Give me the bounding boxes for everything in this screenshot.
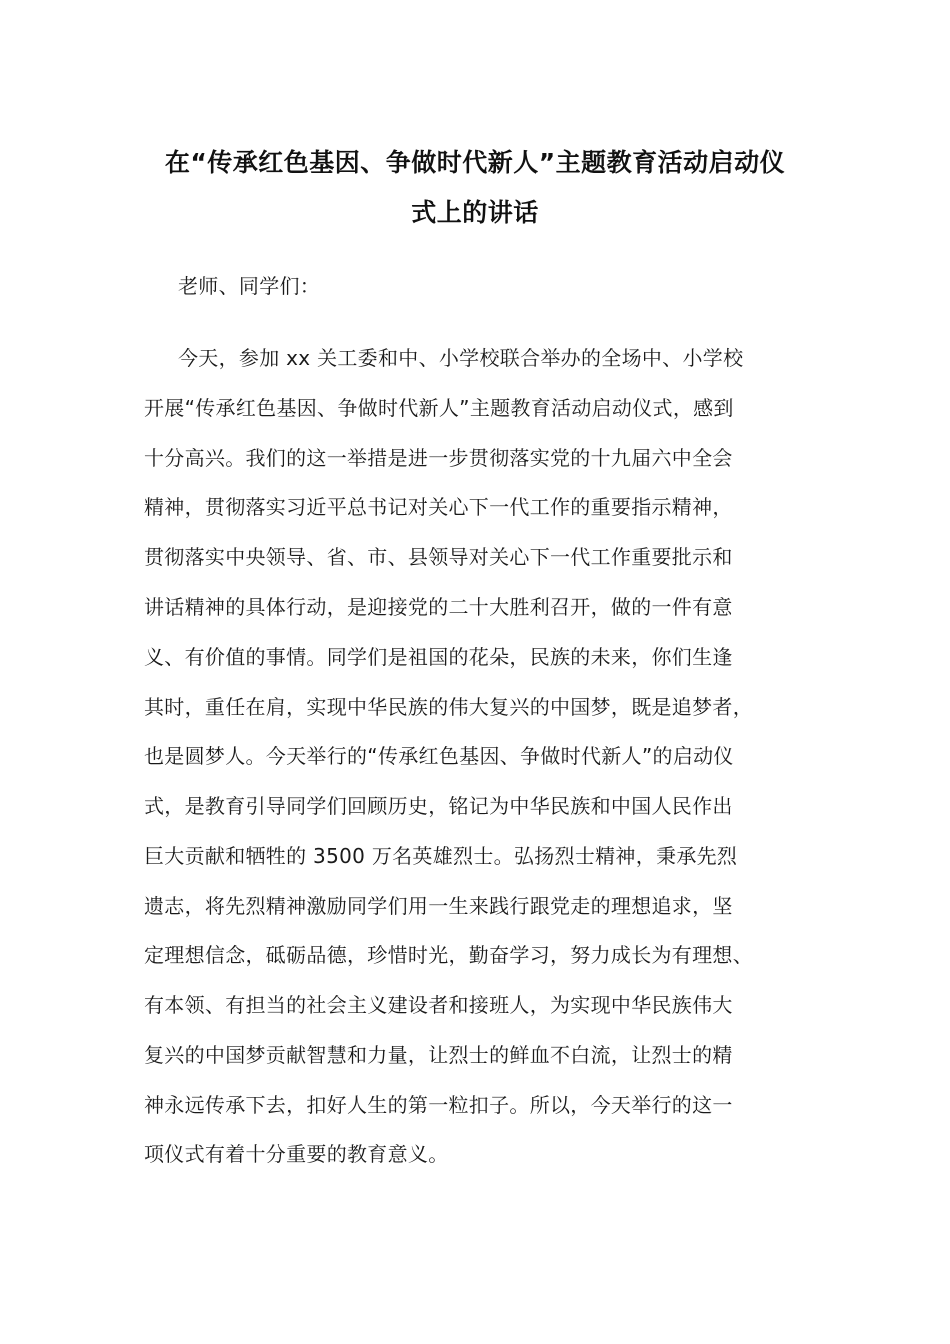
body-line: 贯彻落实中央领导、省、市、县领导对关心下一代工作重要批示和 xyxy=(144,545,733,569)
body-line: 开展“传承红色基因、争做时代新人”主题教育活动启动仪式，感到 xyxy=(144,396,734,420)
body-line: 项仪式有着十分重要的教育意义。 xyxy=(144,1142,449,1166)
body-line: 义、有价值的事情。同学们是祖国的花朵，民族的未来，你们生逢 xyxy=(144,645,733,669)
body-line: 定理想信念，砥砺品德，珍惜时光，勤奋学习，努力成长为有理想、 xyxy=(144,943,753,967)
salutation: 老师、同学们： xyxy=(178,274,321,298)
body-line: 巨大贡献和牺牲的 3500 万名英雄烈士。弘扬烈士精神，秉承先烈 xyxy=(144,844,738,868)
document-title-line-1: 在“传承红色基因、争做时代新人”主题教育活动启动仪 xyxy=(164,148,786,177)
body-line: 复兴的中国梦贡献智慧和力量，让烈士的鲜血不白流，让烈士的精 xyxy=(144,1043,733,1067)
document-title-line-2: 式上的讲话 xyxy=(411,198,539,227)
body-line: 式，是教育引导同学们回顾历史，铭记为中华民族和中国人民作出 xyxy=(144,794,733,818)
body-line: 神永远传承下去，扣好人生的第一粒扣子。所以，今天举行的这一 xyxy=(144,1093,733,1117)
body-line: 讲话精神的具体行动，是迎接党的二十大胜利召开，做的一件有意 xyxy=(144,595,733,619)
body-line: 今天，参加 xx 关工委和中、小学校联合举办的全场中、小学校 xyxy=(178,346,744,370)
body-line: 十分高兴。我们的这一举措是进一步贯彻落实党的十九届六中全会 xyxy=(144,446,733,470)
body-line: 遗志，将先烈精神激励同学们用一生来践行跟党走的理想追求，坚 xyxy=(144,894,733,918)
body-line: 也是圆梦人。今天举行的“传承红色基因、争做时代新人”的启动仪 xyxy=(144,744,734,768)
body-line: 有本领、有担当的社会主义建设者和接班人，为实现中华民族伟大 xyxy=(144,993,733,1017)
body-line: 精神，贯彻落实习近平总书记对关心下一代工作的重要指示精神， xyxy=(144,495,733,519)
body-line: 其时，重任在肩，实现中华民族的伟大复兴的中国梦，既是追梦者， xyxy=(144,695,753,719)
